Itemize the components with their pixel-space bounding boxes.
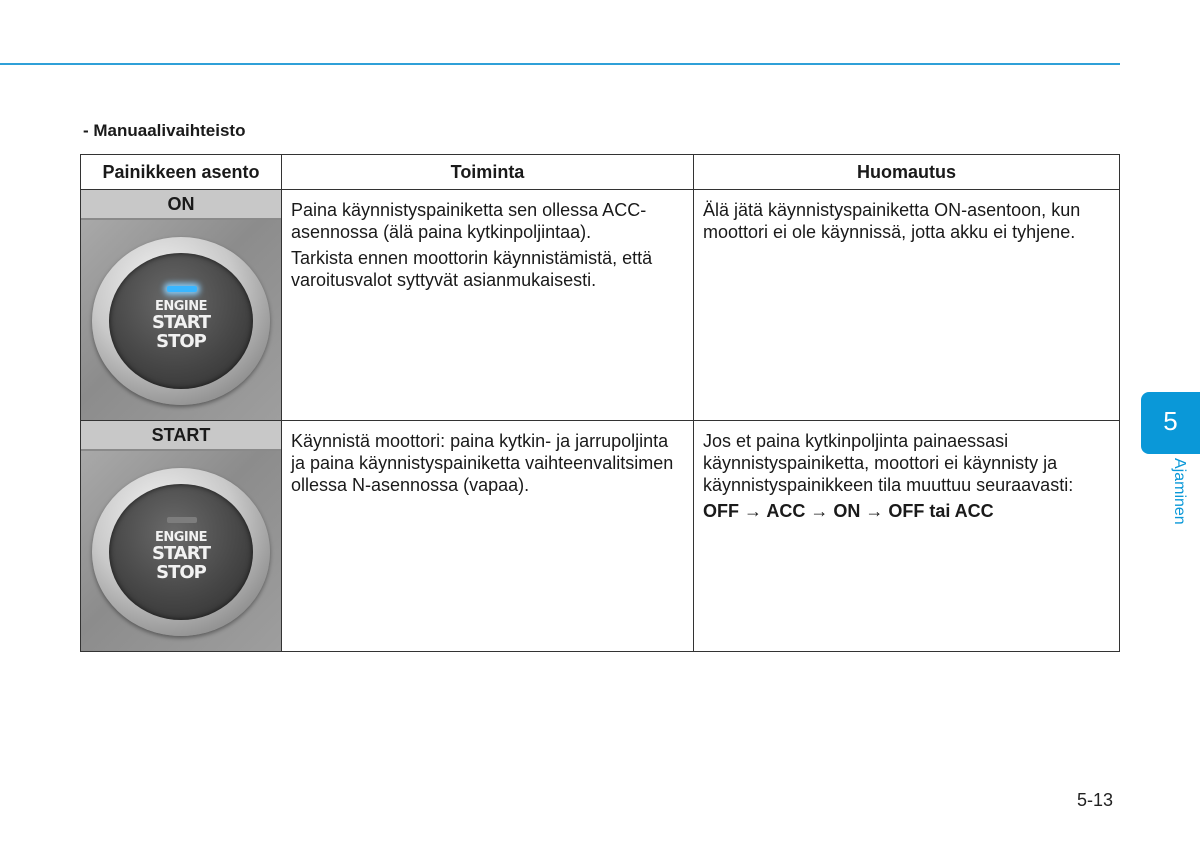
- position-label-start: START: [81, 421, 281, 451]
- note-cell-on: [694, 190, 1120, 421]
- table-header-row: [81, 155, 1120, 190]
- indicator-light-icon: [167, 517, 197, 523]
- engine-button-image-on: [81, 220, 281, 420]
- note-cell-start: [694, 421, 1120, 652]
- header-position: Painikkeen asento: [81, 155, 282, 190]
- action-text: Käynnistä moottori: paina kytkin- ja jarrupoljinta ja paina käynnistyspainiketta vaihteenvalitsimen ollessa N-asennossa (vapaa).: [291, 431, 674, 495]
- engine-button-image-start: [81, 451, 281, 651]
- button-text-start: START: [151, 312, 211, 333]
- button-label: [109, 531, 253, 582]
- action-cell-start: [282, 421, 694, 652]
- position-cell-on: [81, 190, 282, 421]
- button-label: [109, 300, 253, 351]
- indicator-light-icon: [167, 286, 197, 292]
- button-face: [109, 484, 253, 620]
- action-text: Tarkista ennen moottorin käynnistämistä, että varoitusvalot syttyvät asianmukaisesti.: [291, 248, 653, 290]
- top-rule: [0, 63, 1120, 65]
- position-label-on: ON: [81, 190, 281, 220]
- button-text-start: START: [151, 543, 211, 564]
- button-bezel: [92, 468, 270, 636]
- state-sequence: OFF → ACC → ON → OFF tai ACC: [703, 501, 994, 521]
- action-cell-on: [282, 190, 694, 421]
- position-cell-start: [81, 421, 282, 652]
- note-text: Älä jätä käynnistyspainiketta ON-asentoon, kun moottori ei ole käynnissä, jotta akku ei tyhjene.: [703, 200, 1081, 242]
- chapter-label: Ajaminen: [1171, 458, 1188, 525]
- header-action: Toiminta: [282, 155, 694, 190]
- table-row-on: [81, 190, 1120, 421]
- header-note: Huomautus: [694, 155, 1120, 190]
- chapter-tab: [1141, 392, 1200, 454]
- button-bezel: [92, 237, 270, 405]
- action-text: Paina käynnistyspainiketta sen ollessa ACC-asennossa (älä paina kytkinpoljintaa).: [291, 200, 647, 242]
- table-row-start: [81, 421, 1120, 652]
- button-text-engine: ENGINE: [154, 299, 208, 314]
- note-text: Jos et paina kytkinpoljinta painaessasi käynnistyspainiketta, moottori ei käynnisty ja käynnistyspainikkeen tila muuttuu seuraavasti:: [703, 431, 1074, 495]
- button-text-stop: STOP: [156, 562, 206, 583]
- button-text-engine: ENGINE: [154, 530, 208, 545]
- section-heading: - Manuaalivaihteisto: [83, 121, 246, 140]
- button-text-stop: STOP: [156, 331, 206, 352]
- chapter-number: 5: [1163, 406, 1178, 436]
- page-number: 5-13: [1077, 790, 1114, 810]
- button-face: [109, 253, 253, 389]
- spec-table: [80, 154, 1120, 652]
